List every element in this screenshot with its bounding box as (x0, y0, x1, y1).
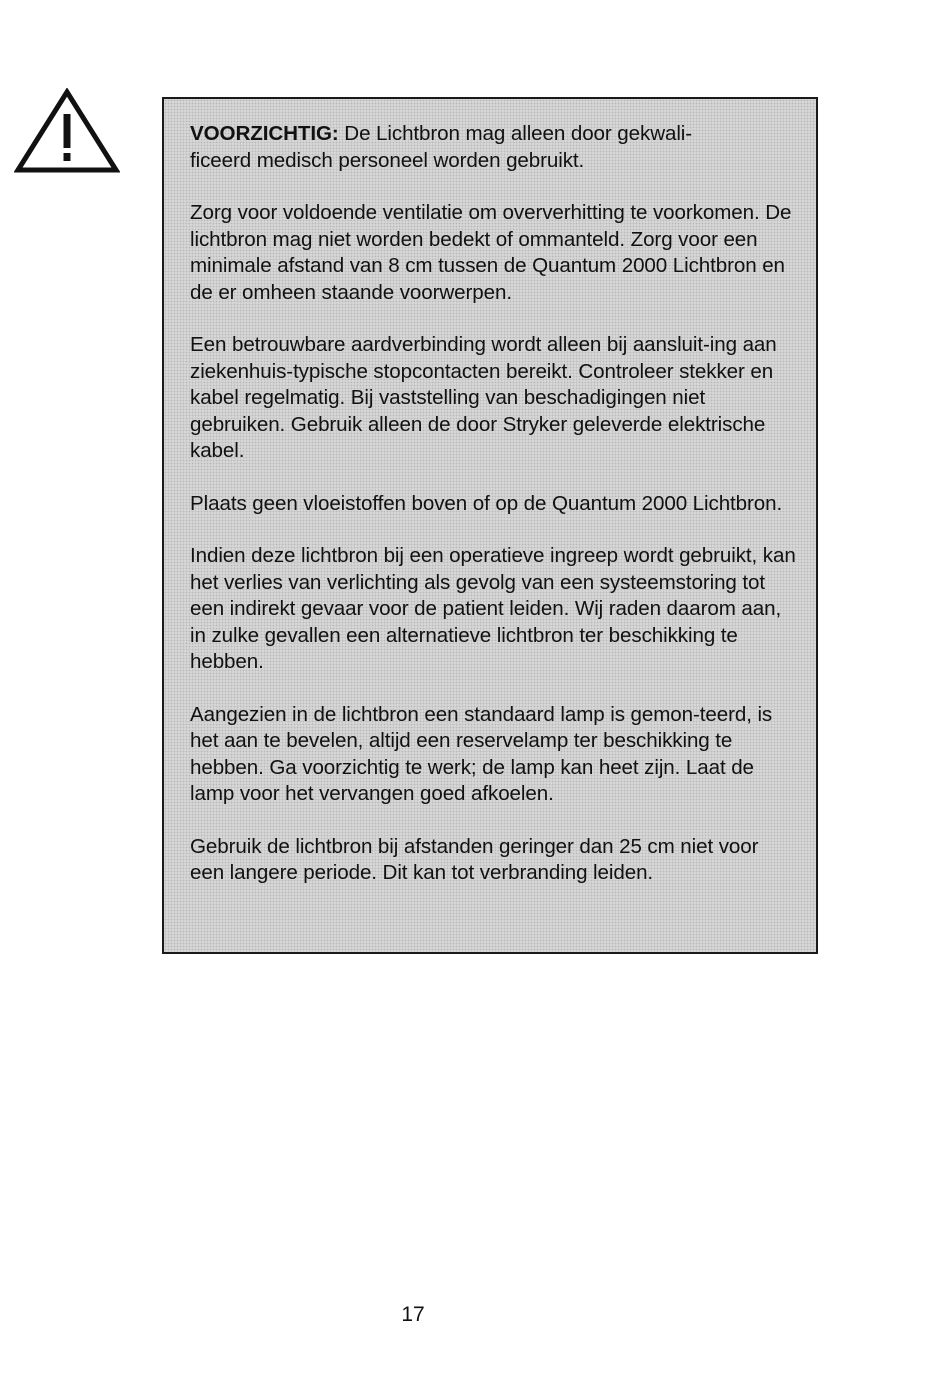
caution-label: VOORZICHTIG: (190, 122, 339, 145)
page-number: 17 (401, 1303, 425, 1326)
paragraph-grounding: Een betrouwbare aardverbinding wordt alleen bij aansluit-ing aan ziekenhuis-typische stopcontacten bereikt. Controleer stekker en kabel regelmatig. Bij vaststelling van beschadigingen niet gebruiken. Gebruik alleen de door Stryker geleverde elektrische kabel. (190, 333, 777, 462)
warning-triangle-icon (14, 88, 120, 174)
caution-text: De Lichtbron mag alleen door gekwali- ficeerd medisch personeel worden gebruikt. (190, 122, 693, 172)
paragraph-distance: Gebruik de lichtbron bij afstanden geringer dan 25 cm niet voor een langere periode. Dit kan tot verbranding leiden. (190, 834, 759, 884)
caution-paragraph (190, 121, 798, 174)
warning-box (162, 97, 818, 954)
paragraph-backup-light: Indien deze lichtbron bij een operatieve ingreep wordt gebruikt, kan het verlies van verlichting als gevolg van een systeemstoring tot een indirekt gevaar voor de patient leiden. Wij raden daarom aan, in zulke gevallen een alternatieve lichtbron ter beschikking te hebben. (190, 544, 796, 673)
paragraph-liquids: Plaats geen vloeistoffen boven of op de Quantum 2000 Lichtbron. (190, 491, 783, 515)
paragraph-ventilation: Zorg voor voldoende ventilatie om oververhitting te voorkomen. De lichtbron mag niet worden bedekt of ommanteld. Zorg voor een minimale afstand van 8 cm tussen de Quantum 2000 Lichtbron en de er omheen staande voorwerpen. (190, 201, 792, 304)
paragraph-spare-lamp: Aangezien in de lichtbron een standaard lamp is gemon-teerd, is het aan te bevelen, altijd een reservelamp ter beschikking te hebben. Ga voorzichtig te werk; de lamp kan heet zijn. Laat de lamp voor het vervangen goed afkoelen. (190, 702, 773, 805)
